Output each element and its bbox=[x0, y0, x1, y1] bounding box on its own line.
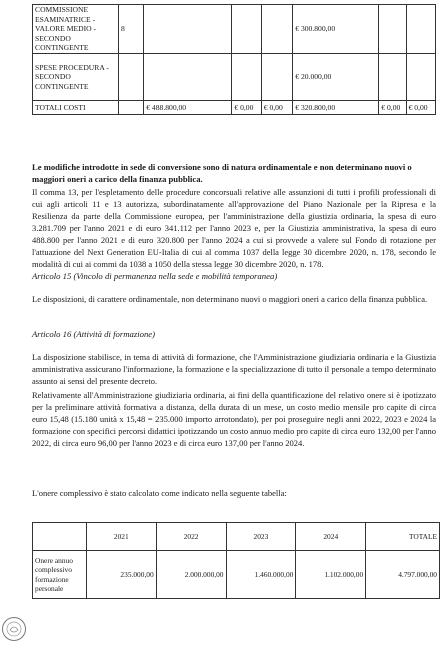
totals-value: € 0,00 bbox=[379, 100, 406, 114]
row-qty bbox=[119, 53, 144, 100]
totals-value: € 0,00 bbox=[406, 100, 435, 114]
header-cell: 2023 bbox=[226, 523, 296, 551]
row-qty: 8 bbox=[119, 5, 144, 54]
article-16-title: Articolo 16 (Attività di formazione) bbox=[32, 329, 156, 339]
article-16-p1: La disposizione stabilisce, in tema di attività di formazione, che l'Amministrazione giudiziaria ordinaria e la Giustizia amministrativa assicurano l'informazione, la formazione e la specializzazione di tutto il personale a tempo determinato assunto ai sensi del presente decreto. bbox=[32, 352, 436, 386]
header-cell: 2021 bbox=[86, 523, 156, 551]
totals-label: TOTALI COSTI bbox=[33, 100, 119, 114]
row-amount: € 300.800,00 bbox=[293, 5, 379, 54]
cost-table bbox=[32, 4, 436, 115]
row-label: Onere annuo complessivo formazione personale bbox=[33, 551, 87, 599]
row-label: SPESE PROCEDURA - SECONDO CONTINGENTE bbox=[33, 53, 119, 100]
totals-value: € 0,00 bbox=[232, 100, 261, 114]
totals-value: € 320.800,00 bbox=[293, 100, 379, 114]
header-cell: 2022 bbox=[156, 523, 226, 551]
value-2022: 2.000.000,00 bbox=[156, 551, 226, 599]
article-15-body: Le disposizioni, di carattere ordinamentale, non determinano nuovi o maggiori oneri a carico della finanza pubblica. bbox=[32, 294, 428, 304]
table-row bbox=[33, 53, 436, 100]
header-cell: 2024 bbox=[296, 523, 366, 551]
table-row bbox=[33, 551, 440, 599]
section-body: Il comma 13, per l'espletamento delle procedure concorsuali relative alle assunzioni di tutti i profili professionali di cui agli articoli 11 e 13 autorizza, subordinatamente all'approvazione del Piano Nazionale per la Ripresa e la Resilienza da parte della Commissione europea, per l'amministrazione della giustizia ordinaria, la spesa di euro 3.281.709 per l'anno 2021 e di euro 341.112 per l'anno 2023 e, per la Giustizia amministrativa, la spesa di euro 488.800 per l'anno 2021 e di euro 320.800 per l'anno 2024 a cui si provvede a valere sul Fondo di rotazione per l'attuazione del Next Generation EU-Italia di cui al comma 1037 della legge 30 dicembre 2020, n. 178, secondo le modalità di cui ai commi da 1038 a 1050 della stessa legge 30 dicembre 2020, n. 178. bbox=[32, 187, 436, 269]
row-amount: € 20.000,00 bbox=[293, 53, 379, 100]
value-2021: 235.000,00 bbox=[86, 551, 156, 599]
article-16-p3: L'onere complessivo è stato calcolato come indicato nella seguente tabella: bbox=[32, 488, 287, 498]
seal-stamp-icon bbox=[1, 616, 27, 642]
onere-table bbox=[32, 522, 440, 599]
totals-value: € 488.800,00 bbox=[144, 100, 232, 114]
totals-value: € 0,00 bbox=[261, 100, 292, 114]
totals-row bbox=[33, 100, 436, 114]
article-16-p2: Relativamente all'Amministrazione giudiziaria ordinaria, ai fini della quantificazione del relativo onere si è ipotizzato per la preliminare attività formativa a distanza, della durata di un mese, un costo medio mensile pro capite di circa euro 15,48 (15.180 unità x 15,48 = 235.000 importo arrotondato), per poi proseguire negli anni 2022, 2023 e 2024 la formazione con specifici percorsi didattici ipotizzando un costo annuo medio pro capite di circa euro 132,00 per l'anno 2022, di circa euro 96,00 per l'anno 2023 e di circa euro 137,00 per l'anno 2024. bbox=[32, 390, 436, 448]
value-2024: 1.102.000,00 bbox=[296, 551, 366, 599]
value-2023: 1.460.000,00 bbox=[226, 551, 296, 599]
section-heading: Le modifiche introdotte in sede di conversione sono di natura ordinamentale e non determinano nuovi o maggiori oneri a carico della finanza pubblica. bbox=[32, 162, 412, 184]
table-header-row bbox=[33, 523, 440, 551]
value-total: 4.797.000,00 bbox=[366, 551, 440, 599]
row-label: COMMISSIONE ESAMINATRICE - VALORE MEDIO - SECONDO CONTINGENTE bbox=[33, 5, 119, 54]
header-cell bbox=[33, 523, 87, 551]
article-15-title: Articolo 15 (Vincolo di permanenza nella sede e mobilità temporanea) bbox=[32, 271, 278, 281]
table-row bbox=[33, 5, 436, 54]
header-cell: TOTALE bbox=[366, 523, 440, 551]
